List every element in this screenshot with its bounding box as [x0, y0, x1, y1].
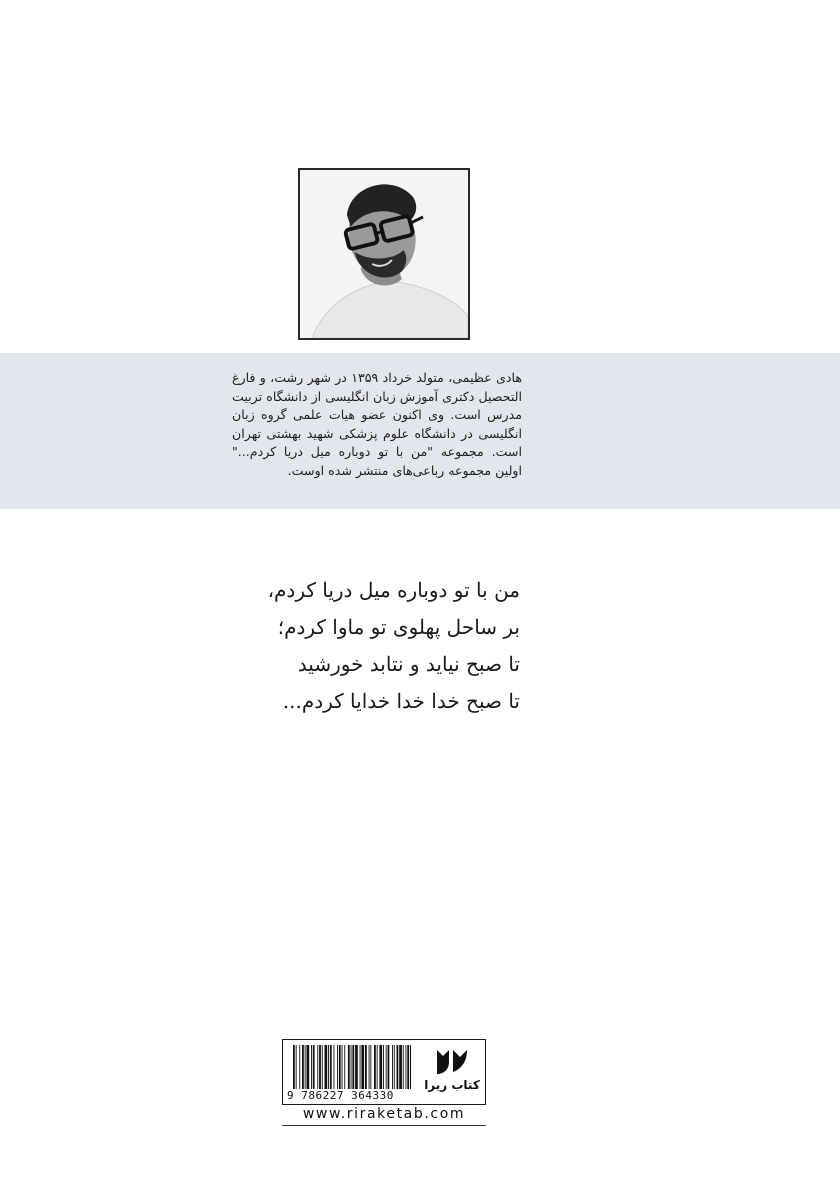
author-portrait: [298, 168, 470, 340]
divider: [282, 1125, 486, 1126]
poem-line: من با تو دوباره میل دریا کردم،: [267, 578, 520, 602]
barcode-icon: [293, 1045, 411, 1089]
author-photo-icon: [300, 170, 468, 338]
barcode-digits: 9 786227 364330: [287, 1089, 394, 1102]
poem-line: بر ساحل پهلوی تو ماوا کردم؛: [277, 615, 520, 639]
author-bio: هادی عظیمی، متولد خرداد ۱۳۵۹ در شهر رشت، و فارغ التحصیل دکتری آموزش زبان انگلیسی از دانشگاه تربیت مدرس است. وی اکنون عضو هیات علمی گروه زبان انگلیسی در دانشگاه علوم پزشکی شهید بهشتی تهران است. مجموعه "من با تو دوباره میل دریا کردم..." اولین مجموعه رباعی‌های منتشر شده اوست.: [232, 370, 522, 478]
poem: [240, 572, 520, 720]
website-url: www.riraketab.com: [302, 1106, 466, 1122]
barcode-box: [282, 1039, 486, 1105]
poem-line: تا صبح نیاید و نتابد خورشید: [297, 652, 520, 676]
publisher-logo: [423, 1046, 481, 1098]
publisher-name: کتاب ریرا: [424, 1078, 480, 1092]
poem-line: تا صبح خدا خدا خدایا کردم...: [282, 689, 520, 713]
publisher-leaf-logo-icon: [423, 1046, 481, 1078]
